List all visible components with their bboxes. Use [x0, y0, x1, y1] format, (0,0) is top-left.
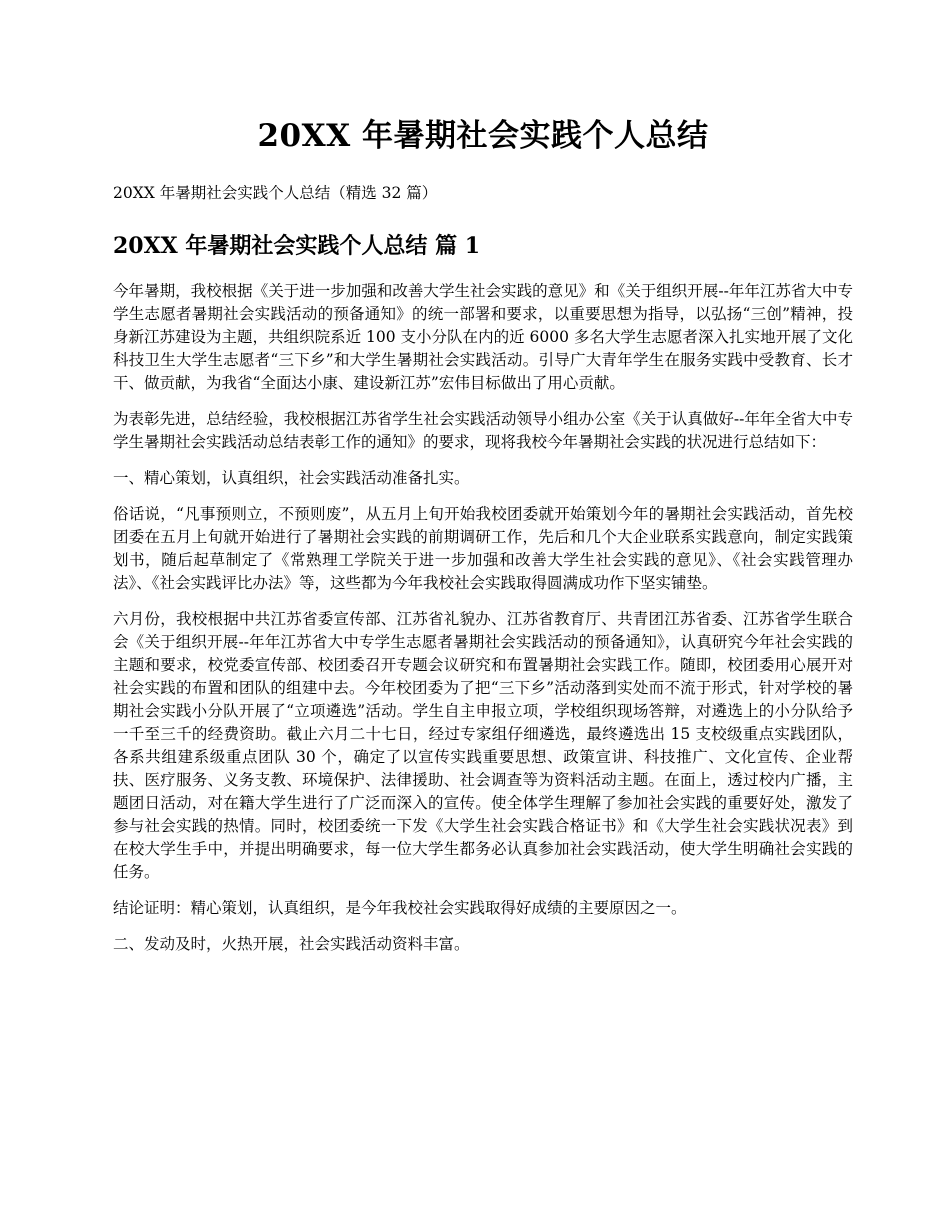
- paragraph-planning: 俗话说，“凡事预则立，不预则废”，从五月上旬开始我校团委就开始策划今年的暑期社会实践活动，首先校团委在五月上旬就开始进行了暑期社会实践的前期调研工作，先后和几个大企业联系实践意向，制定实践策划书，随后起草制定了《常熟理工学院关于进一步加强和改善大学生社会实践的意见》、《社会实践管理办法》、《社会实践评比办法》等，这些都为今年我校社会实践取得圆满成功作下坚实铺垫。: [113, 505, 853, 592]
- paragraph-point-two: 二、发动及时，火热开展，社会实践活动资料丰富。: [113, 935, 470, 953]
- paragraph-intro: 今年暑期，我校根据《关于进一步加强和改善大学生社会实践的意见》和《关于组织开展--年年江苏省大中专学生志愿者暑期社会实践活动的预备通知》的统一部署和要求，以重要思想为指导，以弘扬“三创”精神，投身新江苏建设为主题，共组织院系近 100 支小分队在内的近 6000 多名大学生志愿者深入扎实地开展了文化科技卫生大学生志愿者“三下乡”和大学生暑期社会实践活动。引导广大青年学生在服务实践中受教育、长才干、做贡献，为我省“全面达小康、建设新江苏”宏伟目标做出了用心贡献。: [113, 282, 853, 392]
- document-title: 20XX 年暑期社会实践个人总结: [257, 118, 709, 154]
- paragraph-point-one: 一、精心策划，认真组织，社会实践活动准备扎实。: [113, 469, 470, 487]
- document-subtitle: 20XX 年暑期社会实践个人总结（精选 32 篇）: [113, 184, 438, 202]
- paragraph-june: 六月份，我校根据中共江苏省委宣传部、江苏省礼貌办、江苏省教育厅、共青团江苏省委、江苏省学生联合会《关于组织开展--年年江苏省大中专学生志愿者暑期社会实践活动的预备通知》，认真研究今年社会实践的主题和要求，校党委宣传部、校团委召开专题会议研究和布置暑期社会实践工作。随即，校团委用心展开对社会实践的布置和团队的组建中去。今年校团委为了把“三下乡”活动落到实处而不流于形式，针对学校的暑期社会实践小分队开展了“立项遴选”活动。学生自主申报立项，学校组织现场答辩，对遴选上的小分队给予一千至三千的经费资助。截止六月二十七日，经过专家组仔细遴选，最终遴选出 15 支校级重点实践团队，各系共组建系级重点团队 30 个，确定了以宣传实践重要思想、政策宣讲、科技推广、文化宣传、企业帮扶、医疗服务、义务支教、环境保护、法律援助、社会调查等为资料活动主题。在面上，透过校内广播，主题团日活动，对在籍大学生进行了广泛而深入的宣传。使全体学生理解了参加社会实践的重要好处，激发了参与社会实践的热情。同时，校团委统一下发《大学生社会实践合格证书》和《大学生社会实践状况表》到在校大学生手中，并提出明确要求，每一位大学生都务必认真参加社会实践活动，使大学生明确社会实践的任务。: [113, 610, 853, 881]
- paragraph-purpose: 为表彰先进，总结经验，我校根据江苏省学生社会实践活动领导小组办公室《关于认真做好--年年全省大中专学生暑期社会实践活动总结表彰工作的通知》的要求，现将我校今年暑期社会实践的状况进行总结如下：: [113, 410, 853, 451]
- body-text: [113, 280, 853, 956]
- section-heading: 20XX 年暑期社会实践个人总结 篇 1: [113, 233, 481, 259]
- document-page: [113, 112, 853, 969]
- paragraph-conclusion: 结论证明：精心策划，认真组织，是今年我校社会实践取得好成绩的主要原因之一。: [113, 899, 687, 917]
